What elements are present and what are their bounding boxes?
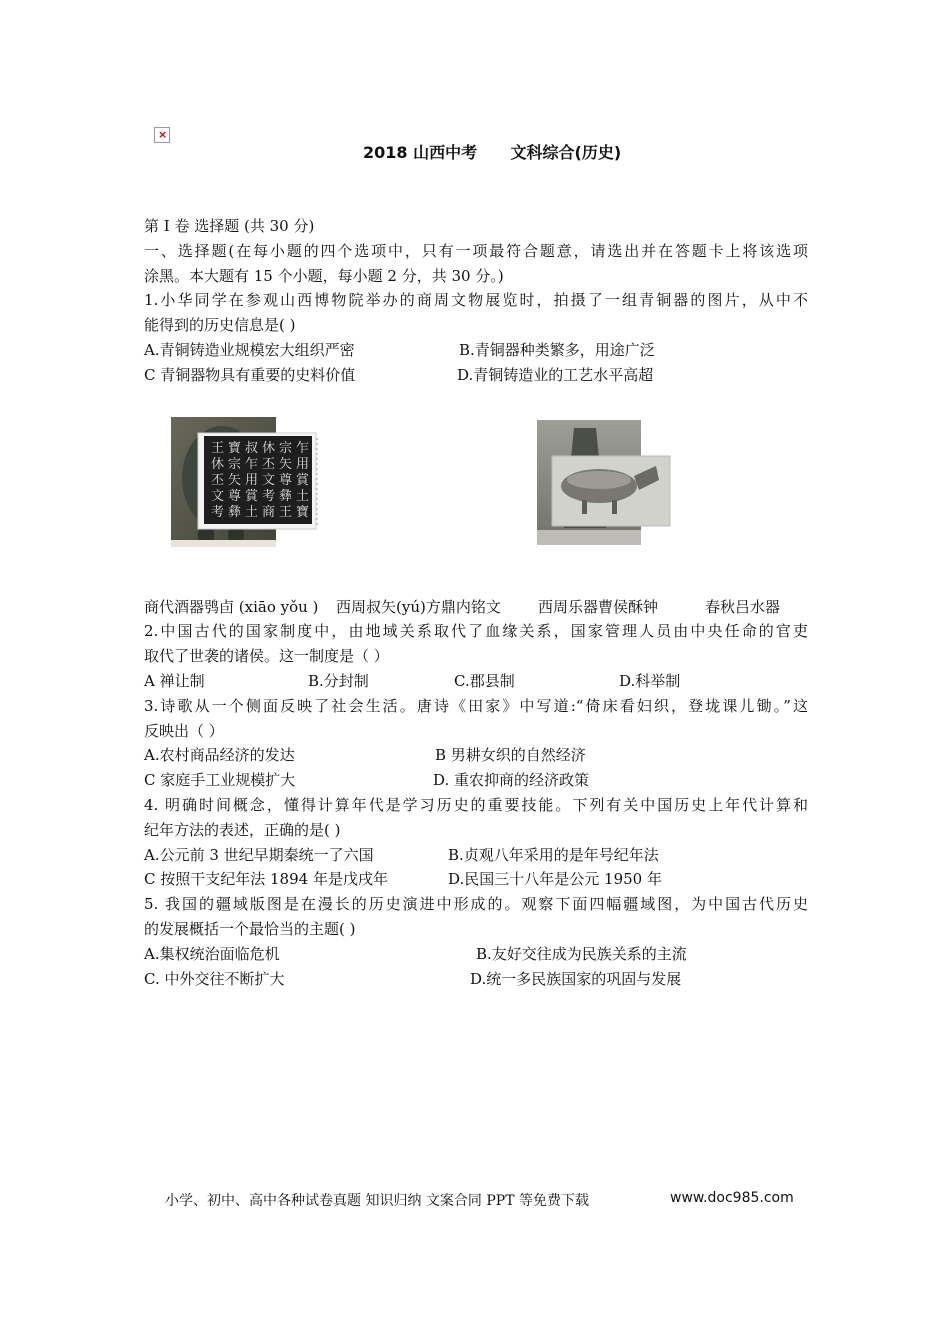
inscription-glyph: 用 <box>245 472 259 488</box>
q1-stem-2: 能得到的历史信息是( ) <box>144 316 296 335</box>
q2-stem-2: 取代了世袭的诸侯。这一制度是（ ） <box>144 647 389 666</box>
exam-body <box>144 214 808 991</box>
inscription-glyph: 文 <box>262 472 276 488</box>
q1-options-row-1 <box>144 338 808 363</box>
inscription-glyph: 尊 <box>228 488 242 504</box>
inscription-glyph: 尊 <box>279 472 293 488</box>
q3-stem-2: 反映出（ ） <box>144 721 224 740</box>
section-heading: 第 I 卷 选择题 (共 30 分) <box>144 217 315 235</box>
q1-option-c: C 青铜器物具有重要的史料价值 <box>144 365 356 384</box>
q3-option-a: A.农村商品经济的发达 <box>144 746 295 765</box>
q1-options-row-2 <box>144 363 808 388</box>
footer-text: 小学、初中、高中各种试卷真题 知识归纳 文案合同 PPT 等免费下载 <box>165 1193 589 1209</box>
q3-options-row-1 <box>144 743 808 768</box>
inscription-glyph: 乍 <box>245 456 259 472</box>
q5-option-a: A.集权统治面临危机 <box>144 944 280 963</box>
caption-music-bell: 西周乐器曹侯酥钟 <box>538 597 659 616</box>
inscription-glyph: 王 <box>211 440 225 456</box>
inscription-glyph: 宗 <box>279 440 293 456</box>
q1-option-b: B.青铜器种类繁多，用途广泛 <box>459 340 655 359</box>
q4-stem-1: 4. 明确时间概念，懂得计算年代是学习历史的重要技能。下列有关中国历史上年代计算和 <box>144 795 808 814</box>
q2-option-b: B.分封制 <box>308 671 369 690</box>
q3-stem-1: 3.诗歌从一个侧面反映了社会生活。唐诗《田家》中写道:“倚床看妇织，登垅课儿锄。”这 <box>144 696 808 715</box>
q1-image-captions <box>144 595 808 620</box>
inscription-glyph: 叔 <box>245 440 259 456</box>
inscription-glyph: 休 <box>211 456 225 472</box>
inscription-glyph: 土 <box>296 488 310 504</box>
inscription-glyph: 考 <box>262 488 276 504</box>
q4-option-a: A.公元前 3 世纪早期秦统一了六国 <box>144 845 374 864</box>
caption-water-vessel: 春秋吕水器 <box>705 597 781 616</box>
inscription-glyph: 賞 <box>245 488 259 504</box>
inscription-glyph: 考 <box>211 504 225 520</box>
inscription-glyph: 矢 <box>228 472 242 488</box>
q4-options-row-1 <box>144 843 808 868</box>
q4-stem-2: 纪年方法的表述，正确的是( ) <box>144 820 341 839</box>
q2-option-a: A 禅让制 <box>144 671 205 690</box>
q3-option-b: B 男耕女织的自然经济 <box>435 746 586 765</box>
q2-option-c: C.郡县制 <box>454 671 515 690</box>
inscription-glyph: 寶 <box>228 440 242 456</box>
q5-option-c: C. 中外交往不断扩大 <box>144 969 285 988</box>
q1-option-a: A.青铜铸造业规模宏大组织严密 <box>144 340 355 359</box>
inscription-glyph: 商 <box>262 504 276 520</box>
q4-option-d: D.民国三十八年是公元 1950 年 <box>448 870 662 889</box>
instruction-line-2: 涂黑。本大题有 15 个小题，每小题 2 分，共 30 分。) <box>144 266 504 285</box>
inscription-glyph: 賞 <box>296 472 310 488</box>
inscription-glyph: 用 <box>296 456 310 472</box>
q4-option-c: C 按照干支纪年法 1894 年是戊戌年 <box>144 870 388 889</box>
broken-image-icon: × <box>154 127 170 143</box>
q5-option-d: D.统一多民族国家的巩固与发展 <box>470 969 682 988</box>
caption-inscription: 西周叔矢(yú)方鼎内铭文 <box>336 597 501 616</box>
q5-option-b: B.友好交往成为民族关系的主流 <box>476 944 687 963</box>
q1-artifact-images <box>144 388 808 595</box>
inscription-glyph: 宗 <box>228 456 242 472</box>
q5-options-row-2 <box>144 967 808 992</box>
footer-url[interactable]: www.doc985.com <box>670 1190 794 1206</box>
q5-options-row-1 <box>144 942 808 967</box>
inscription-glyph: 彝 <box>279 488 293 504</box>
inscription-glyph: 矢 <box>279 456 293 472</box>
q3-options-row-2 <box>144 768 808 793</box>
q3-option-d: D. 重农抑商的经济政策 <box>433 771 590 790</box>
inscription-glyph: 土 <box>245 504 259 520</box>
inscription-glyph: 休 <box>262 440 276 456</box>
page-title: 2018 山西中考 文科综合(历史) <box>363 143 622 162</box>
q1-stem-1: 1.小华同学在参观山西博物院举办的商周文物展览时，拍摄了一组青铜器的图片，从中不 <box>144 291 808 310</box>
inscription-glyph: 乍 <box>296 440 310 456</box>
inscription-glyph: 丕 <box>211 472 225 488</box>
q5-stem-1: 5. 我国的疆域版图是在漫长的历史演进中形成的。观察下面四幅疆域图，为中国古代历史 <box>144 895 808 914</box>
q3-option-c: C 家庭手工业规模扩大 <box>144 771 296 790</box>
q4-options-row-2 <box>144 867 808 892</box>
caption-owl-vessel: 商代酒器鸮卣 (xiāo yǒu ) <box>144 597 319 616</box>
inscription-glyph: 丕 <box>262 456 276 472</box>
bronze-inscription-image <box>198 433 317 529</box>
inscription-glyph: 彝 <box>228 504 242 520</box>
q4-option-b: B.贞观八年采用的是年号纪年法 <box>448 845 659 864</box>
q2-option-d: D.科举制 <box>619 671 681 690</box>
q2-options-row <box>144 669 808 694</box>
inscription-glyph: 王 <box>279 504 293 520</box>
q1-option-d: D.青铜铸造业的工艺水平高超 <box>457 365 654 384</box>
inscription-glyph: 寶 <box>296 504 310 520</box>
instruction-line-1: 一、选择题(在每小题的四个选项中，只有一项最符合题意，请选出并在答题卡上将该选项 <box>144 241 808 260</box>
page-footer <box>165 1190 794 1210</box>
inscription-glyph: 文 <box>211 488 225 504</box>
q5-stem-2: 的发展概括一个最恰当的主题( ) <box>144 919 356 938</box>
q2-stem-1: 2.中国古代的国家制度中，由地域关系取代了血缘关系，国家管理人员由中央任命的官吏 <box>144 622 808 641</box>
water-vessel-image <box>552 456 670 526</box>
